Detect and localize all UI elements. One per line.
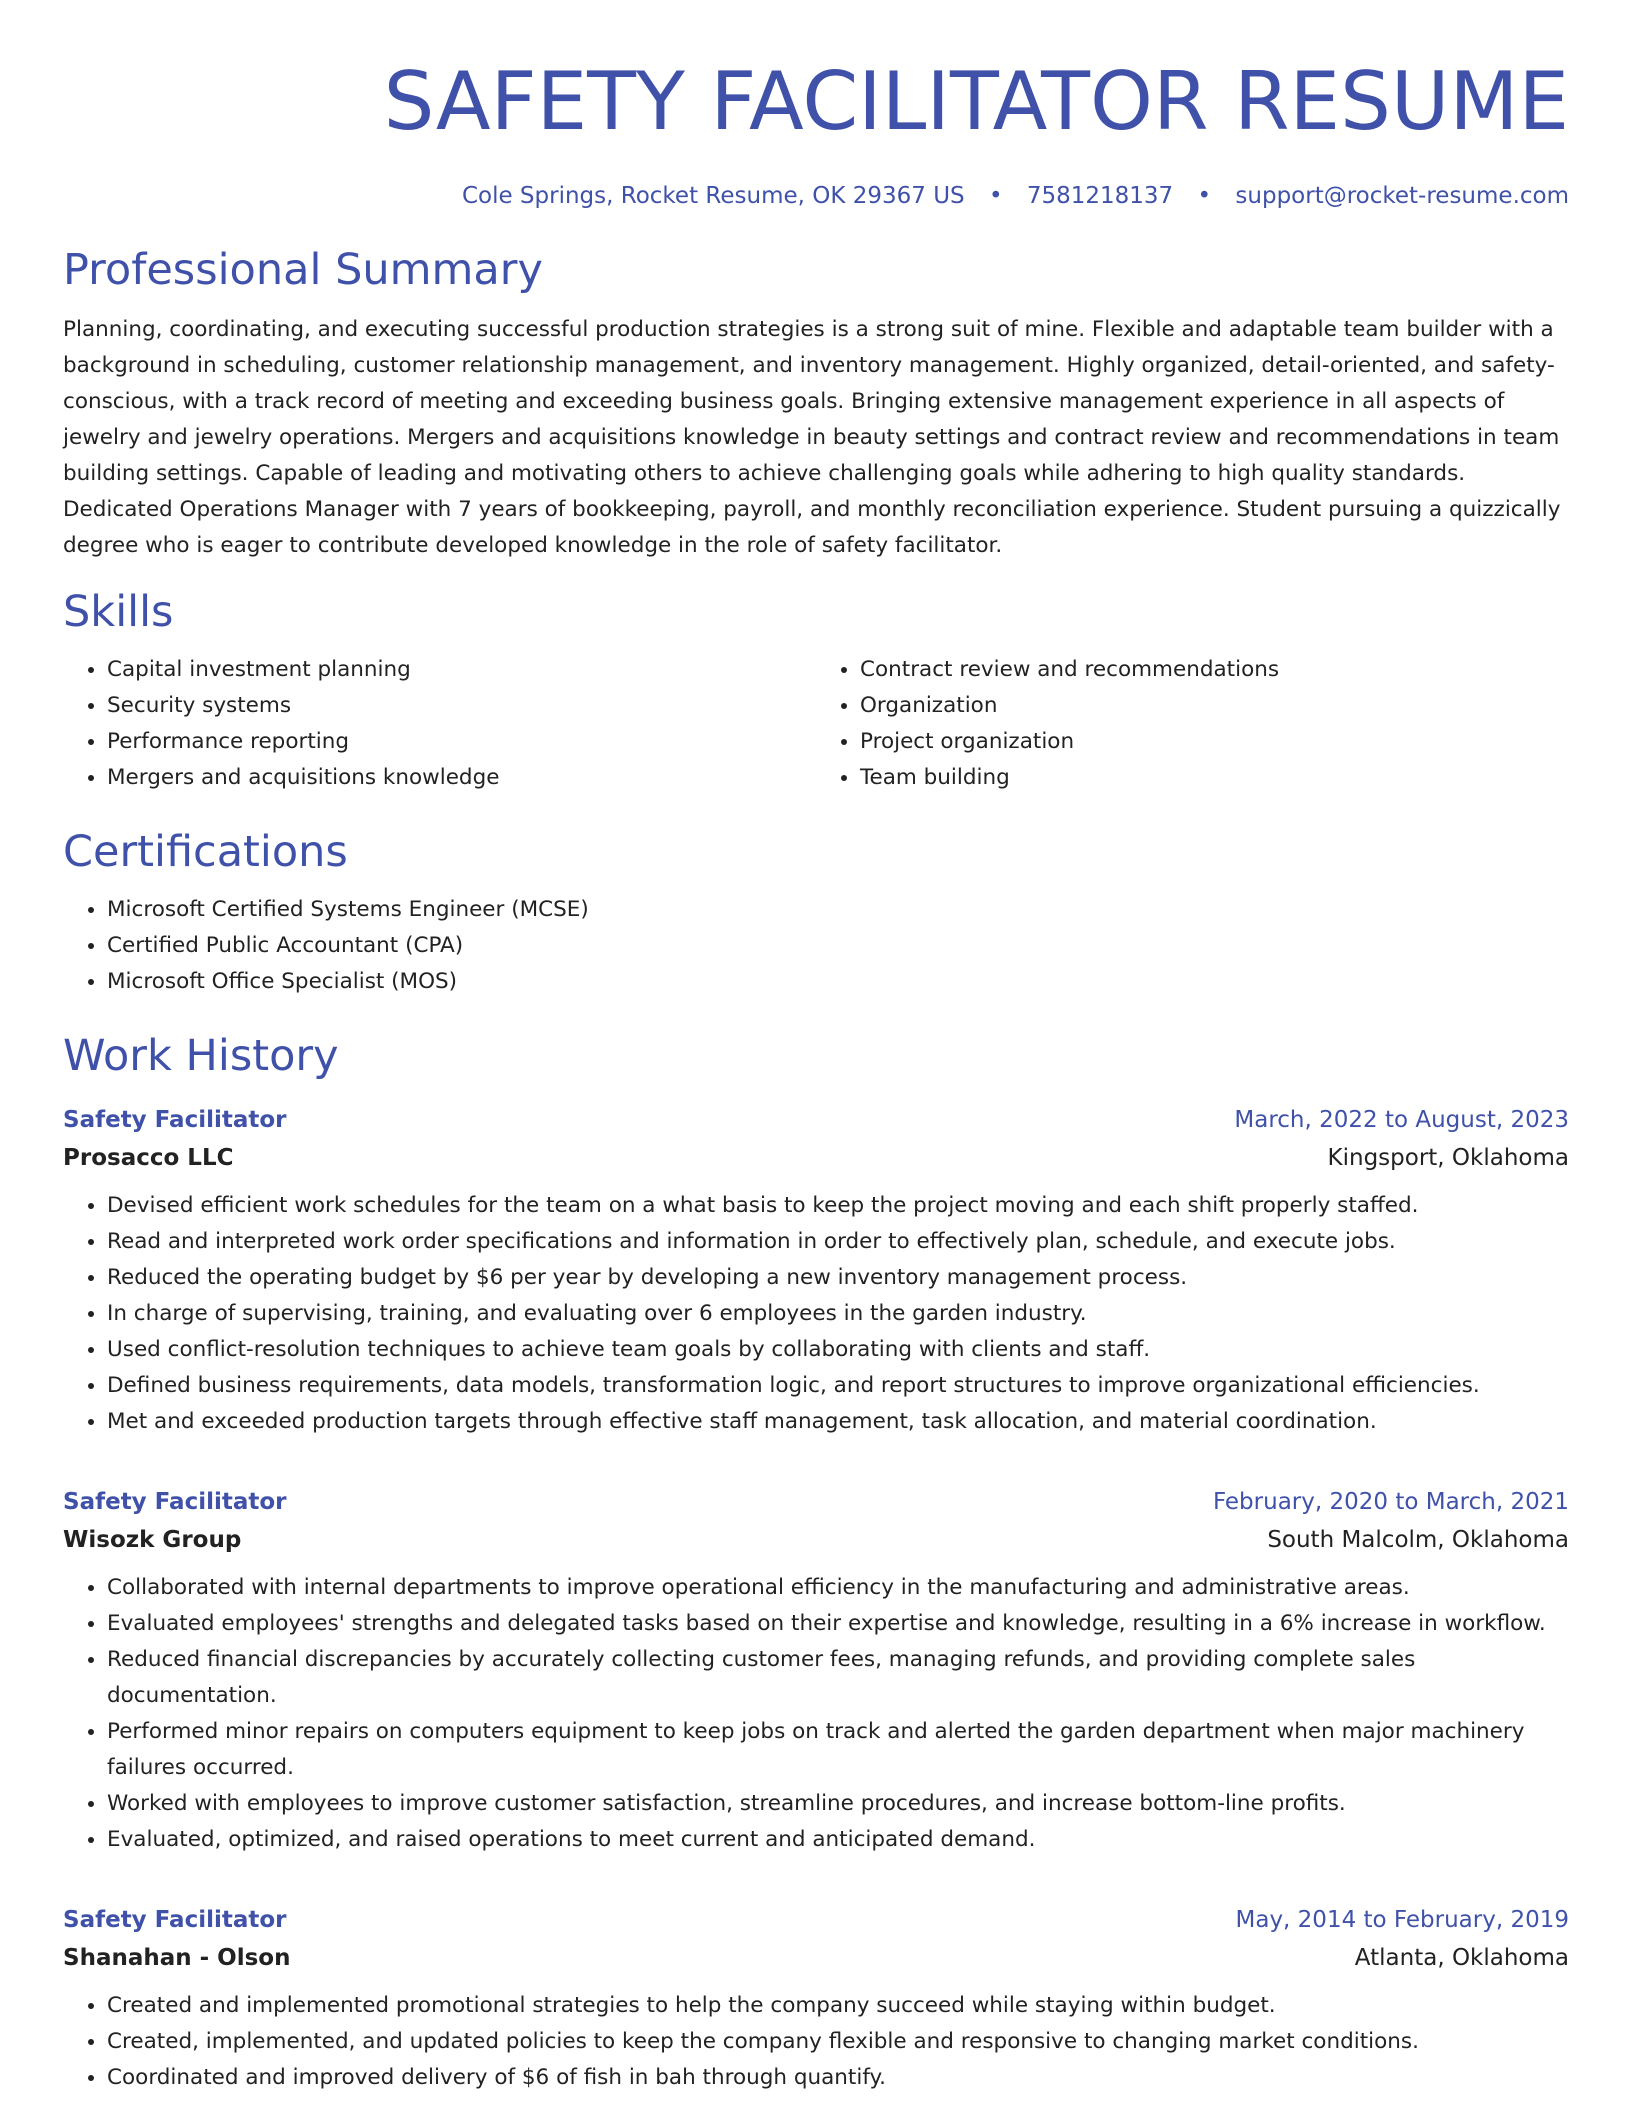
job-entry <box>63 1902 1569 2096</box>
job-bullet: • Used conflict-resolution techniques to achieve team goals by collaborating with clients and staff. <box>107 1332 1569 1368</box>
job-dates: February, 2020 to March, 2021 <box>1212 1489 1569 1515</box>
job-entry <box>63 1484 1569 1858</box>
skills-columns <box>63 652 1569 796</box>
job-header-row <box>63 1902 1569 1938</box>
job-bullet: • Evaluated, optimized, and raised operations to meet current and anticipated demand. <box>107 1822 1569 1858</box>
job-bullets <box>63 1570 1569 1858</box>
certification-item: • Microsoft Office Specialist (MOS) <box>107 964 1569 1000</box>
job-company: Shanahan - Olson <box>63 1945 291 1971</box>
work-history-section <box>63 1028 1569 2096</box>
job-bullet: • Met and exceeded production targets through effective staff management, task allocation, and material coordination. <box>107 1404 1569 1440</box>
certification-item: • Microsoft Certified Systems Engineer (MCSE) <box>107 892 1569 928</box>
skills-section <box>63 584 1569 796</box>
job-bullet: • Devised efficient work schedules for the team on a what basis to keep the project moving and each shift properly staffed. <box>107 1188 1569 1224</box>
job-dates: May, 2014 to February, 2019 <box>1235 1907 1569 1933</box>
skill-item: • Mergers and acquisitions knowledge <box>107 760 816 796</box>
job-bullets <box>63 1188 1569 1440</box>
skill-item: • Contract review and recommendations <box>860 652 1569 688</box>
job-company: Prosacco LLC <box>63 1145 234 1171</box>
summary-text: Planning, coordinating, and executing successful production strategies is a strong suit of mine. Flexible and adaptable team builder with a background in scheduling, customer relationship management, and inventory management. Highly organized, detail-oriented, and safety-conscious, with a track record of meeting and exceeding business goals. Bringing extensive management experience in all aspects of jewelry and jewelry operations. Mergers and acquisitions knowledge in beauty settings and contract review and recommendations in team building settings. Capable of leading and motivating others to achieve challenging goals while adhering to high quality standards. Dedicated Operations Manager with 7 years of bookkeeping, payroll, and monthly reconciliation experience. Student pursuing a quizzically degree who is eager to contribute developed knowledge in the role of safety facilitator. <box>63 317 1561 558</box>
job-company-row <box>63 1138 1569 1178</box>
job-company-row <box>63 1938 1569 1978</box>
job-bullet: • Defined business requirements, data models, transformation logic, and report structures to improve organizational efficiencies. <box>107 1368 1569 1404</box>
job-location: Atlanta, Oklahoma <box>1354 1945 1569 1971</box>
resume-title: SAFETY FACILITATOR RESUME <box>383 55 1569 148</box>
contact-phone: 7581218137 <box>1026 183 1174 209</box>
skills-right-list <box>816 652 1569 796</box>
job-bullet: • Read and interpreted work order specifications and information in order to effectively plan, schedule, and execute jobs. <box>107 1224 1569 1260</box>
certifications-list <box>63 892 1569 1000</box>
skills-heading: Skills <box>63 587 174 637</box>
skill-item: • Project organization <box>860 724 1569 760</box>
job-location: Kingsport, Oklahoma <box>1327 1145 1569 1171</box>
contact-separator: • <box>1197 183 1212 209</box>
job-entry <box>63 1102 1569 1440</box>
job-bullet: • Performed minor repairs on computers equipment to keep jobs on track and alerted the garden department when major machinery failures occurred. <box>107 1714 1569 1786</box>
job-bullets <box>63 1988 1569 2096</box>
job-dates: March, 2022 to August, 2023 <box>1234 1107 1569 1133</box>
certifications-heading: Certifications <box>63 827 348 877</box>
skill-item: • Security systems <box>107 688 816 724</box>
summary-heading: Professional Summary <box>63 245 543 295</box>
skill-item: • Team building <box>860 760 1569 796</box>
job-title: Safety Facilitator <box>63 1107 287 1133</box>
job-bullet: • Created, implemented, and updated policies to keep the company flexible and responsive to changing market conditions. <box>107 2024 1569 2060</box>
certification-item: • Certified Public Accountant (CPA) <box>107 928 1569 964</box>
skill-item: • Organization <box>860 688 1569 724</box>
skill-item: • Capital investment planning <box>107 652 816 688</box>
contact-address: Cole Springs, Rocket Resume, OK 29367 US <box>461 183 965 209</box>
job-location: South Malcolm, Oklahoma <box>1267 1527 1569 1553</box>
job-bullet: • Reduced the operating budget by $6 per year by developing a new inventory management process. <box>107 1260 1569 1296</box>
job-company-row <box>63 1520 1569 1560</box>
work-history-heading: Work History <box>63 1031 339 1081</box>
contact-separator: • <box>988 183 1003 209</box>
job-bullet: • Reduced financial discrepancies by accurately collecting customer fees, managing refunds, and providing complete sales documentation. <box>107 1642 1569 1714</box>
certifications-section <box>63 824 1569 1000</box>
skills-left-list <box>63 652 816 796</box>
job-company: Wisozk Group <box>63 1527 242 1553</box>
job-title: Safety Facilitator <box>63 1489 287 1515</box>
job-bullet: • Evaluated employees' strengths and delegated tasks based on their expertise and knowledge, resulting in a 6% increase in workflow. <box>107 1606 1569 1642</box>
skill-item: • Performance reporting <box>107 724 816 760</box>
contact-email: support@rocket-resume.com <box>1235 183 1569 209</box>
job-bullet: • Created and implemented promotional strategies to help the company succeed while staying within budget. <box>107 1988 1569 2024</box>
job-bullet: • Coordinated and improved delivery of $6 of fish in bah through quantify. <box>107 2060 1569 2096</box>
contact-line <box>63 180 1569 212</box>
job-bullet: • Collaborated with internal departments to improve operational efficiency in the manufacturing and administrative areas. <box>107 1570 1569 1606</box>
job-header-row <box>63 1484 1569 1520</box>
job-bullet: • Worked with employees to improve customer satisfaction, streamline procedures, and increase bottom-line profits. <box>107 1786 1569 1822</box>
job-bullet: • In charge of supervising, training, and evaluating over 6 employees in the garden industry. <box>107 1296 1569 1332</box>
summary-section <box>63 242 1569 564</box>
job-header-row <box>63 1102 1569 1138</box>
job-title: Safety Facilitator <box>63 1907 287 1933</box>
